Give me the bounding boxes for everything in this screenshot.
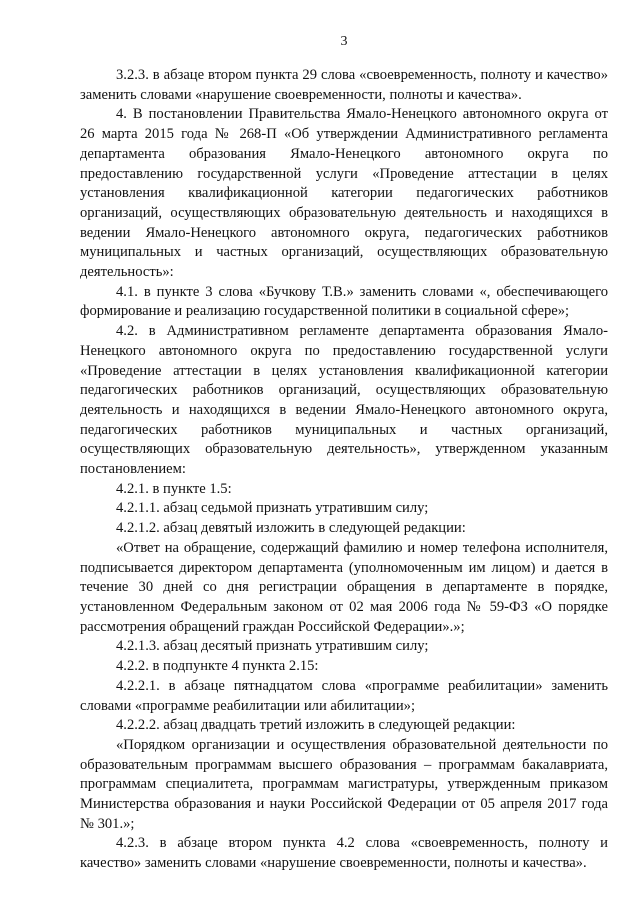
paragraph-4-1: 4.1. в пункте 3 слова «Бучкову Т.В.» заменить словами «, обеспечивающего формирование и реализацию государственной политики в социальной сфере»; [80, 283, 608, 320]
paragraph-4-2-1-3: 4.2.1.3. абзац десятый признать утратившим силу; [116, 638, 429, 655]
paragraph-4: 4. В постановлении Правительства Ямало-Ненецкого автономного округа от 26 марта 2015 года № 268-П «Об утверждении Административного регламента департамента образования Ямало-Ненецкого автономного округа по предоставлению государственной услуги «Проведение аттестации в целях установления квалификационной категории педагогических работников организаций, осуществляющих образовательную деятельность и находящихся в ведении Ямало-Ненецкого автономного округа, педагогических работников муниципальных и частных организаций, осуществляющих образовательную деятельность»: [80, 106, 608, 281]
paragraph-4-2: 4.2. в Административном регламенте департамента образования Ямало-Ненецкого автономного округа по предоставлению государственной услуги «Проведение аттестации в целях установления квалификационной категории педагогических работников организаций, осуществляющих образовательную деятельность и находящихся в ведении Ямало-Ненецкого автономного округа, педагогических работников муниципальных и частных организаций, осуществляющих образовательную деятельность», утвержденном указанным постановлением: [80, 323, 608, 478]
paragraph-4-2-3: 4.2.3. в абзаце втором пункта 4.2 слова «своевременность, полноту и качество» заменить словами «нарушение своевременности, полноты и качества». [80, 835, 608, 872]
quoted-paragraph-procedure: «Порядком организации и осуществления образовательной деятельности по образовательным программам высшего образования – программам бакалавриата, программам специалитета, программам магистратуры, утвержденным приказом Министерства образования и науки Российской Федерации от 05 апреля 2017 года № 301.»; [80, 736, 608, 832]
quoted-paragraph-answer: «Ответ на обращение, содержащий фамилию и номер телефона исполнителя, подписывается директором департамента (уполномоченным им лицом) и дается в течение 30 дней со дня регистрации обращения в департаменте в порядке, установленном Федеральным законом от 02 мая 2006 года № 59-ФЗ «О порядке рассмотрения обращений граждан Российской Федерации».»; [80, 539, 608, 635]
paragraph-4-2-1-2: 4.2.1.2. абзац девятый изложить в следующей редакции: [116, 520, 466, 537]
paragraph-4-2-1: 4.2.1. в пункте 1.5: [116, 480, 232, 497]
document-body [80, 66, 608, 874]
paragraph-4-2-2-1: 4.2.2.1. в абзаце пятнадцатом слова «программе реабилитации» заменить словами «программе реабилитации или абилитации»; [80, 677, 608, 714]
page-number: 3 [340, 34, 348, 49]
paragraph-3-2-3: 3.2.3. в абзаце втором пункта 29 слова «своевременность, полноту и качество» заменить словами «нарушение своевременности, полноты и качества». [80, 67, 608, 103]
paragraph-4-2-2-2: 4.2.2.2. абзац двадцать третий изложить в следующей редакции: [116, 717, 516, 734]
paragraph-4-2-1-1: 4.2.1.1. абзац седьмой признать утратившим силу; [116, 500, 429, 517]
paragraph-4-2-2: 4.2.2. в подпункте 4 пункта 2.15: [116, 658, 319, 675]
